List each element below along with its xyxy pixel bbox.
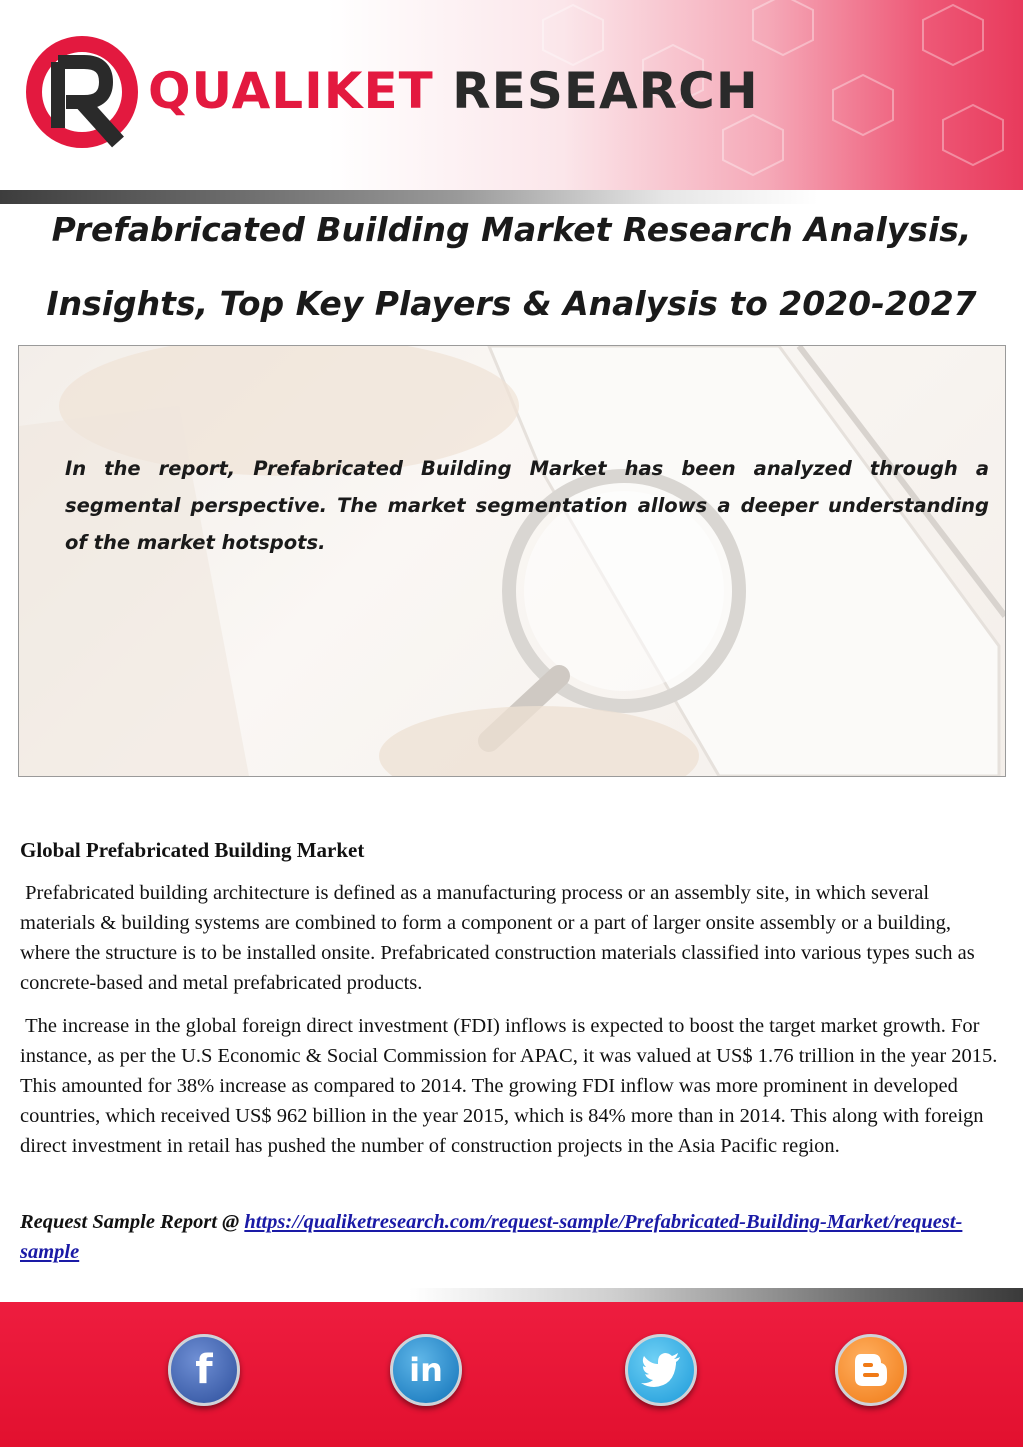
hero-image-box xyxy=(18,345,1006,777)
paragraph-fdi-text: The increase in the global foreign direct investment (FDI) inflows is expected to boost the target market growth. For instance, as per the U.S Economic & Social Commission for APAC, it was valued at US$ 1.76 trillion in the year 2015. This amounted for 38% increase as compared to 2014. The growing FDI inflow was more prominent in developed countries, which received US$ 962 billion in the year 2015, which is 84% more than in 2014. This along with foreign direct investment in retail has pushed the number of construction projects in the Asia Pacific region. xyxy=(20,1015,998,1157)
request-sample-label: Request Sample Report @ xyxy=(20,1211,245,1233)
header-banner xyxy=(0,0,1023,190)
linkedin-glyph: in xyxy=(409,1351,443,1389)
header-divider xyxy=(0,190,1023,204)
request-sample-link[interactable]: https://qualiketresearch.com/request-sample/Prefabricated-Building-Market/request-sample xyxy=(20,1211,963,1263)
brand-name-part1: QUALIKET xyxy=(148,62,434,120)
twitter-bird-glyph xyxy=(641,1353,681,1387)
brand-name xyxy=(148,62,759,120)
magnifying-glass-document-image xyxy=(19,346,1005,776)
page-title-line2: Insights, Top Key Players & Analysis to 2020-2027 xyxy=(46,284,977,323)
facebook-glyph: f xyxy=(195,1347,213,1393)
twitter-icon[interactable] xyxy=(625,1334,697,1406)
footer-divider xyxy=(0,1288,1023,1302)
paragraph-definition-text: Prefabricated building architecture is defined as a manufacturing process or an assembly site, in which several materials & building systems are combined to form a component or a part of larger onsite assembly or a building, where the structure is to be installed onsite. Prefabricated construction materials classified into various types such as concrete-based and metal prefabricated products. xyxy=(20,882,975,994)
paragraph-fdi xyxy=(20,1011,1004,1161)
section-title: Global Prefabricated Building Market xyxy=(20,838,365,862)
brand-name-part2: RESEARCH xyxy=(452,62,759,120)
blogger-icon[interactable] xyxy=(835,1334,907,1406)
request-sample-line xyxy=(20,1207,1004,1267)
linkedin-icon[interactable] xyxy=(390,1334,462,1406)
page-title-line1: Prefabricated Building Market Research Analysis, xyxy=(51,210,972,249)
blogger-b-glyph xyxy=(853,1352,889,1388)
footer-banner xyxy=(0,1302,1023,1447)
facebook-icon[interactable] xyxy=(168,1334,240,1406)
paragraph-definition xyxy=(20,878,1004,998)
hero-summary-text: In the report, Prefabricated Building Market has been analyzed through a segmental perspective. The market segmentation allows a deeper understanding of the market hotspots. xyxy=(65,457,989,554)
qr-logo-icon xyxy=(22,32,142,152)
